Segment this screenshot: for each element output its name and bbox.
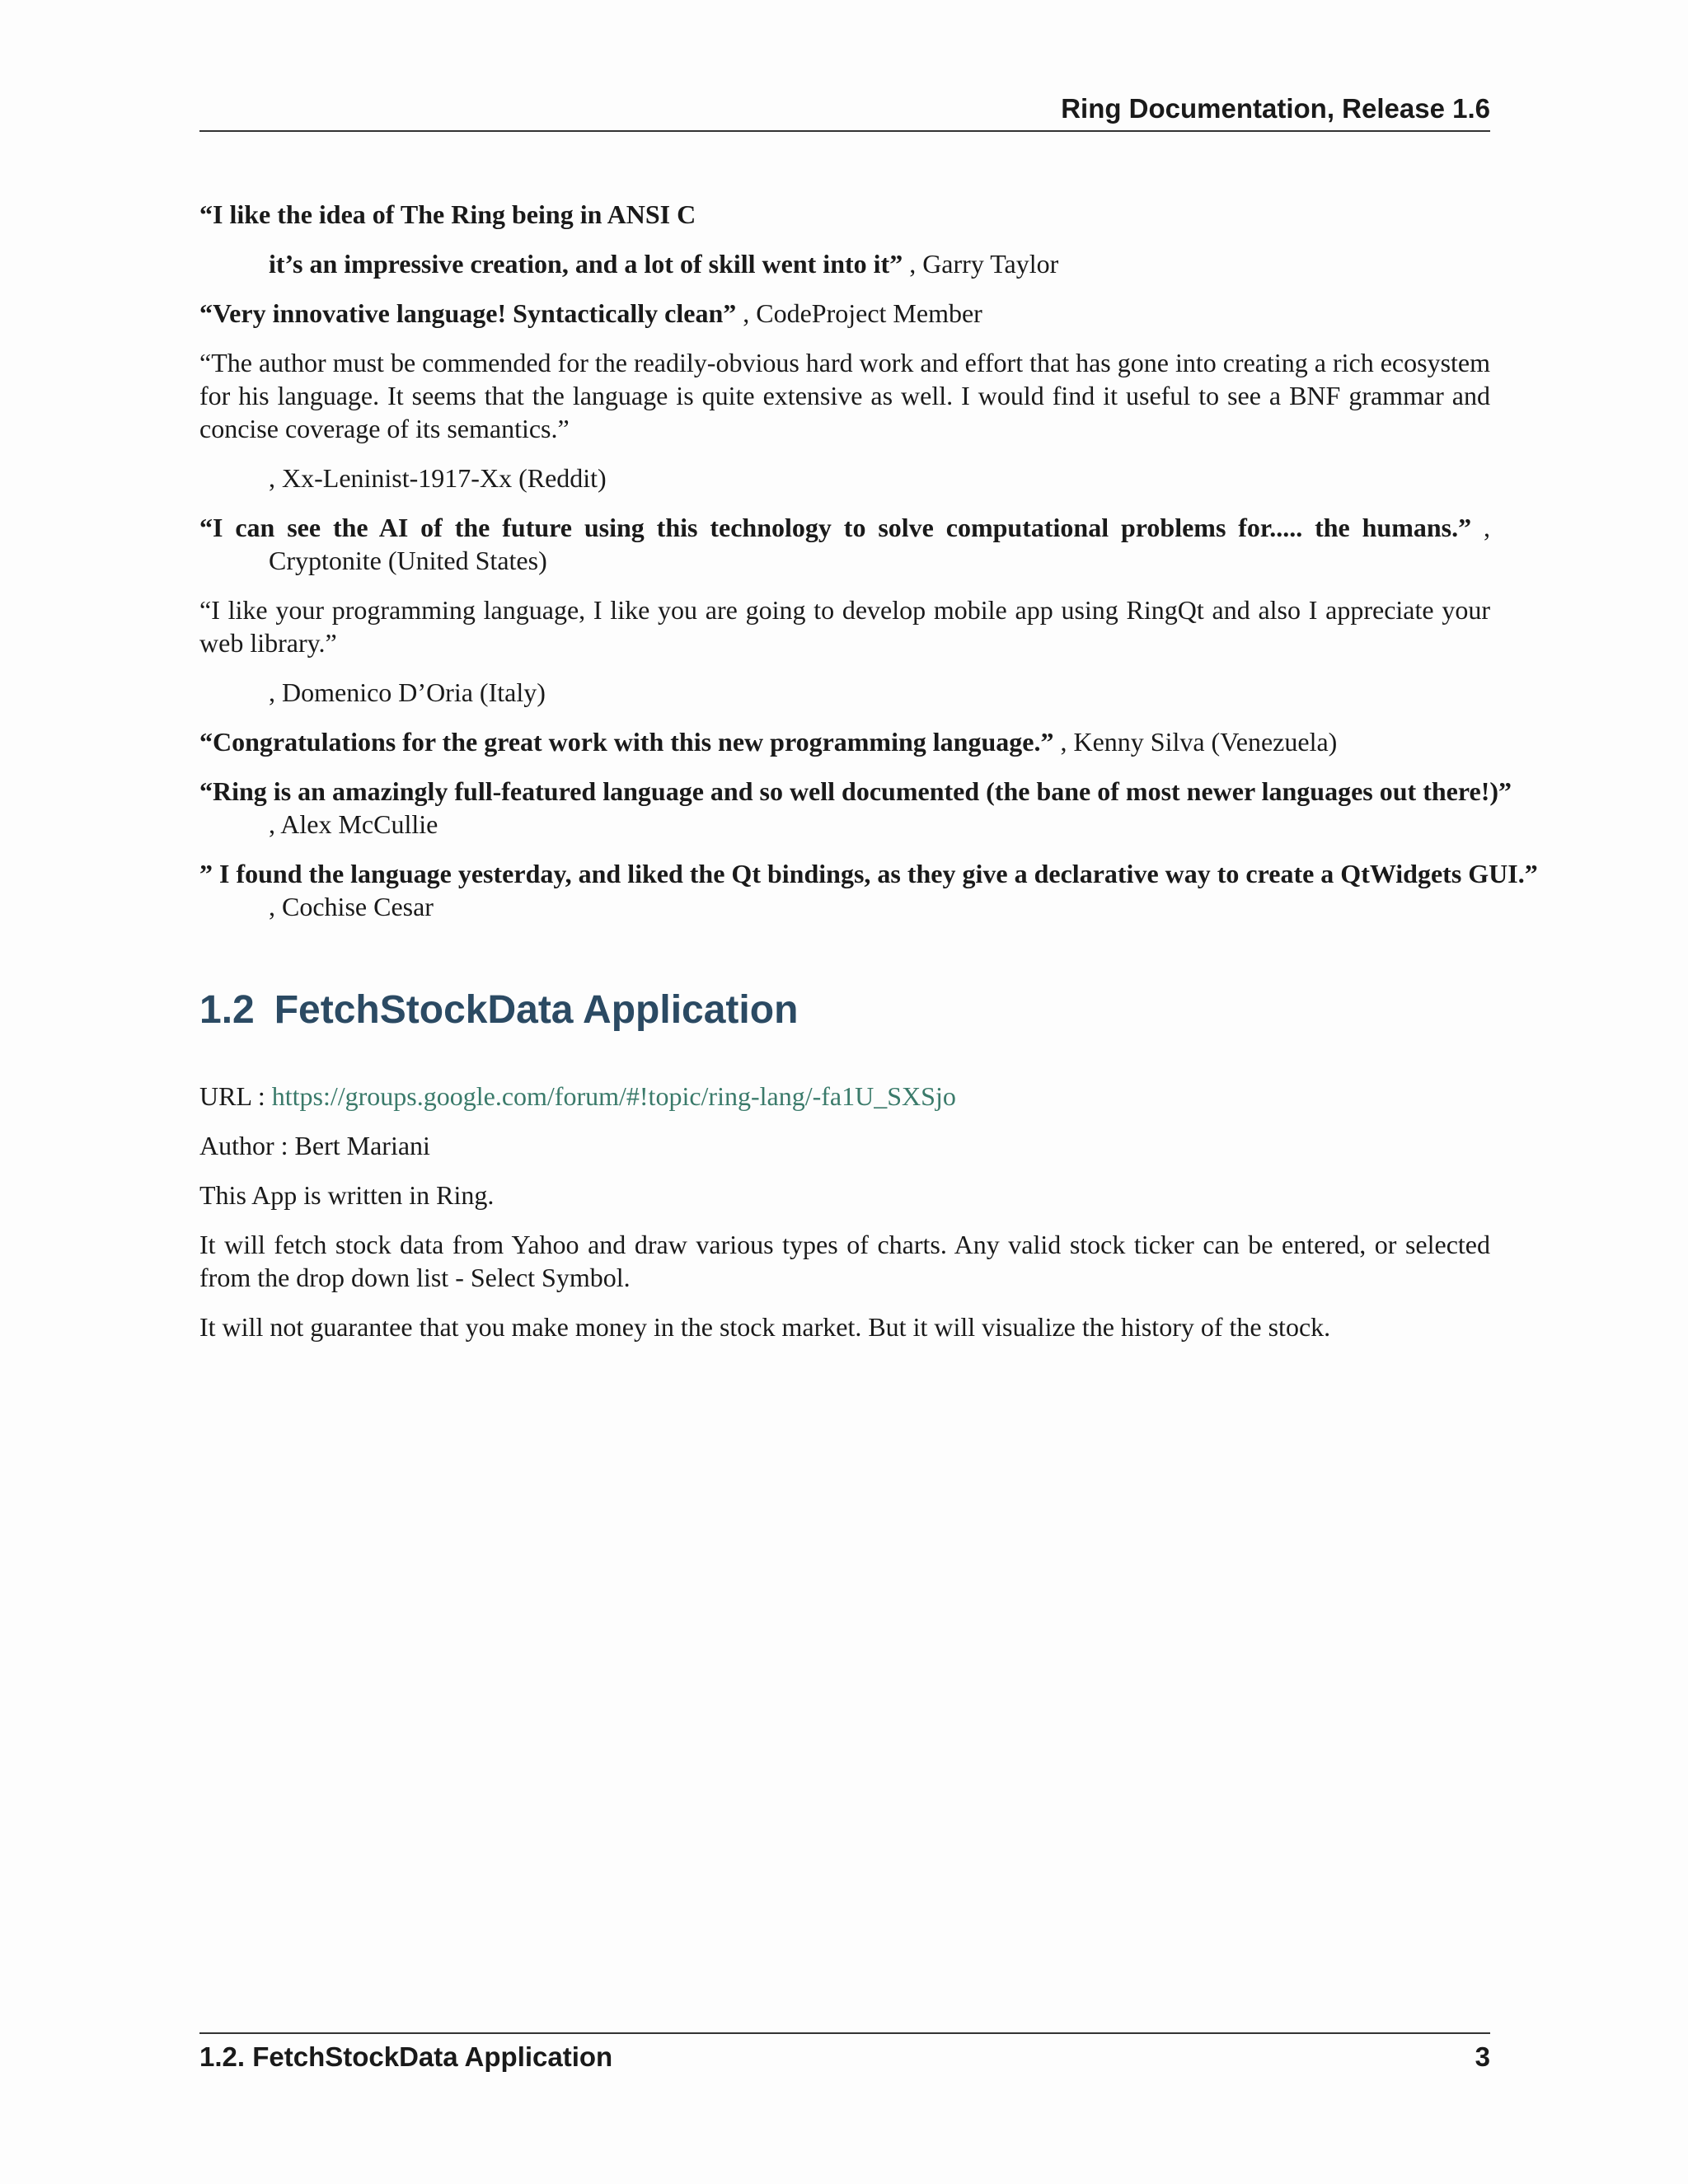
footer-rule xyxy=(199,2032,1490,2034)
quote-author: , Kenny Silva (Venezuela) xyxy=(1060,727,1338,757)
running-header: Ring Documentation, Release 1.6 xyxy=(1061,93,1490,124)
quote-text: “I like the idea of The Ring being in ANSI C xyxy=(199,199,696,229)
quote-item xyxy=(199,857,1538,890)
section-number: 1.2 xyxy=(199,988,255,1032)
page-footer xyxy=(199,2041,1490,2074)
url-line xyxy=(199,1080,1490,1113)
quote-author: , Xx-Leninist-1917-Xx (Reddit) xyxy=(269,463,607,493)
quote-author: , Garry Taylor xyxy=(909,249,1059,279)
quote-item xyxy=(199,511,1490,577)
quote-author: , Cochise Cesar xyxy=(269,892,434,921)
quote-text: it’s an impressive creation, and a lot of skill went into it” xyxy=(269,249,903,279)
page-number: 3 xyxy=(1475,2041,1490,2072)
quote-text: “Very innovative language! Syntactically clean” xyxy=(199,298,737,328)
section-title: FetchStockData Application xyxy=(274,988,799,1032)
document-page xyxy=(199,0,1538,2184)
quote-text: “I like your programming language, I like you are going to develop mobile app using RingQt and also I appreciate your web library.” xyxy=(199,595,1490,658)
quote-author: , Cryptonite (United States) xyxy=(269,513,1491,575)
body-paragraph: This App is written in Ring. xyxy=(199,1180,495,1210)
quote-author: , Alex McCullie xyxy=(269,809,438,839)
forum-link[interactable]: https://groups.google.com/forum/#!topic/ring-lang/-fa1U_SXSjo xyxy=(271,1081,956,1111)
header-rule xyxy=(199,130,1490,132)
quote-author: , CodeProject Member xyxy=(743,298,982,328)
quote-author: , Domenico D’Oria (Italy) xyxy=(269,677,546,707)
quote-text: “Ring is an amazingly full-featured language and so well documented (the bane of most newer languages out there!)” xyxy=(199,776,1512,806)
quote-item xyxy=(199,775,1512,808)
section-heading xyxy=(199,987,1490,1033)
quote-text: “The author must be commended for the readily-obvious hard work and effort that has gone into creating a rich ecosystem for his language. It seems that the language is quite extensive as well. I would find it useful to see a BNF grammar and concise coverage of its semantics.” xyxy=(199,348,1491,443)
body-paragraph: It will not guarantee that you make money in the stock market. But it will visualize the history of the stock. xyxy=(199,1312,1331,1342)
body-paragraph: It will fetch stock data from Yahoo and draw various types of charts. Any valid stock ticker can be entered, or selected from the drop down list - Select Symbol. xyxy=(199,1230,1490,1292)
footer-section-title: 1.2. FetchStockData Application xyxy=(199,2041,613,2072)
quote-text: “I can see the AI of the future using this technology to solve computational problems for..... the humans.” xyxy=(199,513,1472,542)
page-content xyxy=(199,198,1538,1360)
quote-item xyxy=(199,725,1490,758)
quote-text: “Congratulations for the great work with this new programming language.” xyxy=(199,727,1054,757)
author-line: Author : Bert Mariani xyxy=(199,1131,430,1160)
quote-continuation xyxy=(199,247,1490,280)
quote-item xyxy=(199,297,1490,330)
quote-text: ” I found the language yesterday, and liked the Qt bindings, as they give a declarative way to create a QtWidgets GUI.” xyxy=(199,859,1538,888)
url-label: URL : xyxy=(199,1081,272,1111)
